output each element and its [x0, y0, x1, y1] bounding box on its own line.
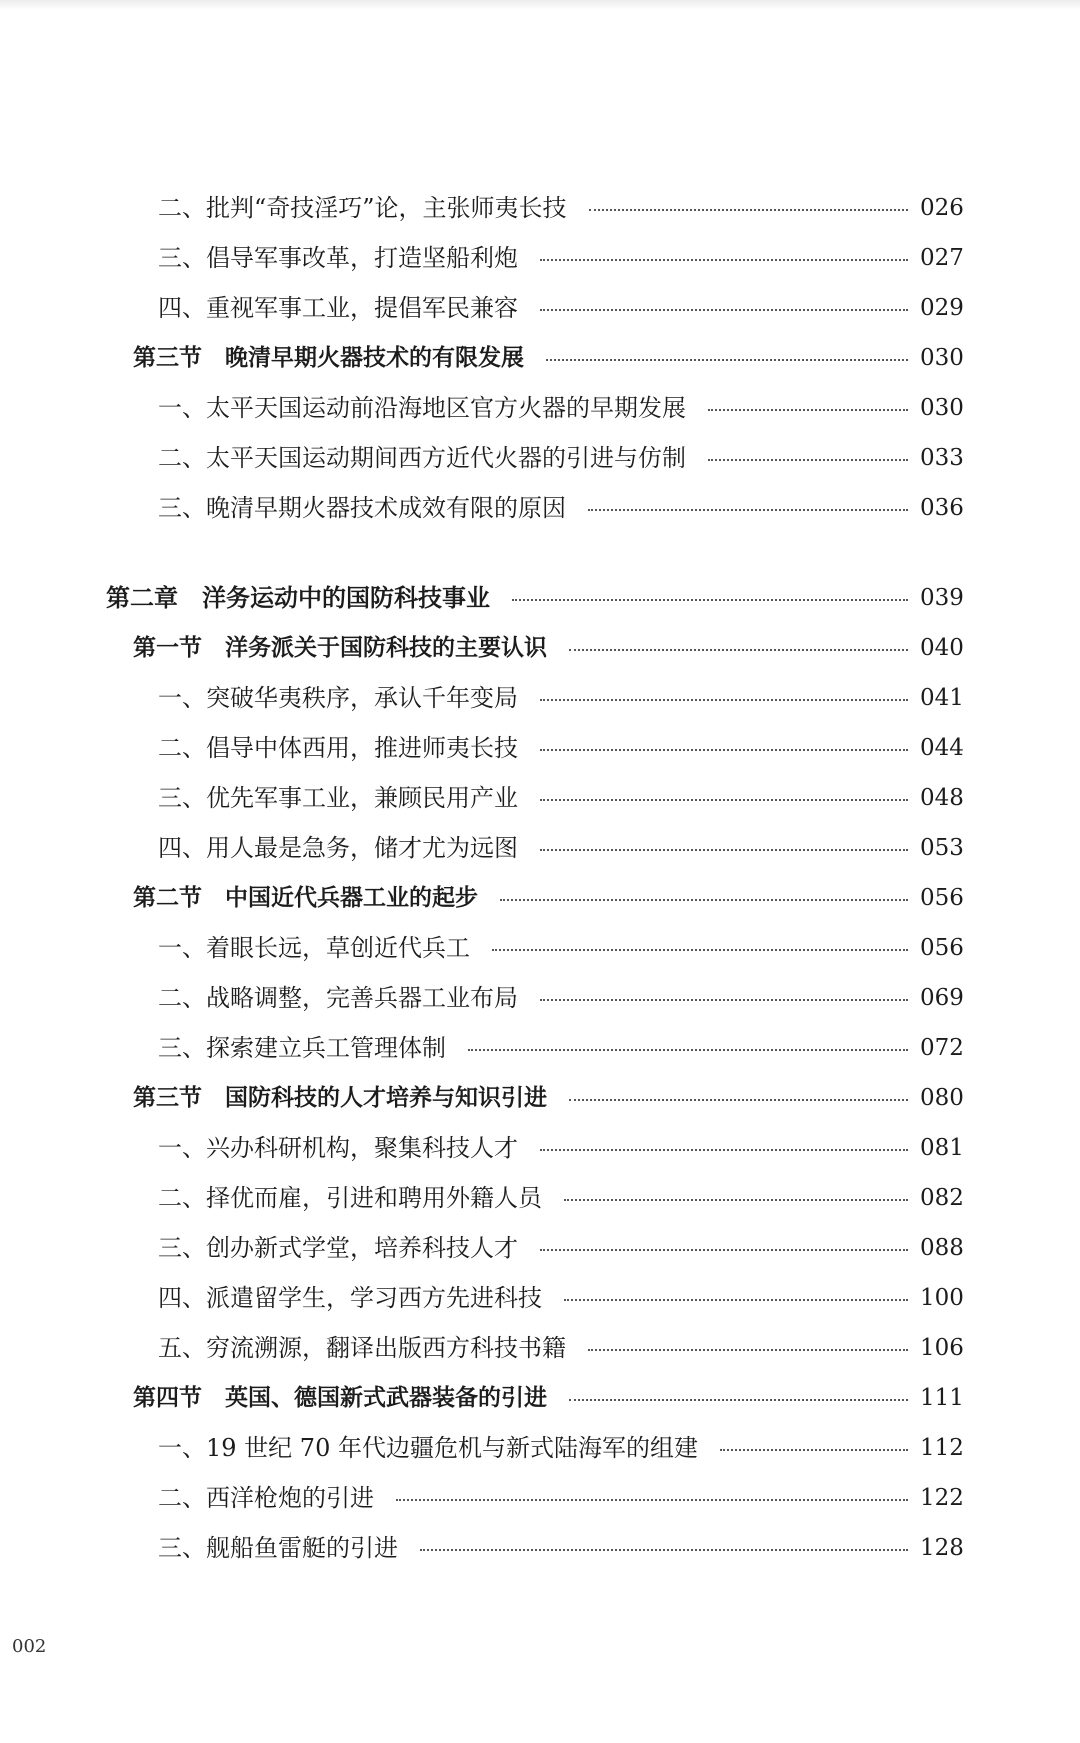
toc-entry-page: 111 — [920, 1385, 964, 1411]
toc-group-chapter-one-continued — [0, 183, 1080, 533]
toc-item-row — [0, 973, 1080, 1023]
toc-entry-page: 072 — [920, 1035, 964, 1061]
toc-item-row — [0, 433, 1080, 483]
toc-entry-page: 030 — [920, 345, 964, 371]
toc-entry-title: 第二章 洋务运动中的国防科技事业 — [106, 583, 490, 612]
toc-item-row — [0, 773, 1080, 823]
toc-entry-page: 082 — [920, 1185, 964, 1211]
dot-leader — [546, 359, 908, 361]
toc-section-row — [0, 1373, 1080, 1423]
toc-entry-title: 一、兴办科研机构，聚集科技人才 — [158, 1134, 518, 1162]
toc-entry-title: 四、重视军事工业，提倡军民兼容 — [158, 294, 518, 322]
dot-leader — [540, 259, 908, 261]
toc-entry-page: 080 — [920, 1085, 964, 1111]
toc-entry-title: 三、优先军事工业，兼顾民用产业 — [158, 784, 518, 812]
toc-entry-page: 106 — [920, 1335, 964, 1361]
toc-item-row — [0, 183, 1080, 233]
toc-entry-title: 二、战略调整，完善兵器工业布局 — [158, 984, 518, 1012]
toc-item-row — [0, 1223, 1080, 1273]
dot-leader — [564, 1199, 908, 1201]
toc-chapter-row — [0, 573, 1080, 623]
toc-entry-title: 二、西洋枪炮的引进 — [158, 1484, 374, 1512]
toc-entry-title: 四、用人最是急务，储才尤为远图 — [158, 834, 518, 862]
toc-item-row — [0, 823, 1080, 873]
toc-item-row — [0, 1523, 1080, 1573]
toc-entry-page: 069 — [920, 985, 964, 1011]
toc-entry-page: 040 — [920, 635, 964, 661]
toc-entry-page: 041 — [920, 685, 964, 711]
toc-entry-title: 二、倡导中体西用，推进师夷长技 — [158, 734, 518, 762]
toc-entry-page: 100 — [920, 1285, 964, 1311]
toc-entry-page: 122 — [920, 1485, 964, 1511]
toc-group-chapter-two — [0, 573, 1080, 1573]
toc-item-row — [0, 723, 1080, 773]
toc-entry-title: 一、19 世纪 70 年代边疆危机与新式陆海军的组建 — [158, 1434, 698, 1462]
toc-entry-page: 088 — [920, 1235, 964, 1261]
dot-leader — [420, 1549, 908, 1551]
dot-leader — [540, 999, 908, 1001]
toc-item-row — [0, 1123, 1080, 1173]
dot-leader — [569, 1099, 908, 1101]
toc-entry-page: 026 — [920, 195, 964, 221]
toc-entry-title: 第四节 英国、德国新式武器装备的引进 — [133, 1385, 547, 1411]
toc-item-row — [0, 483, 1080, 533]
dot-leader — [540, 1149, 908, 1151]
scan-edge — [0, 0, 1080, 10]
dot-leader — [540, 309, 908, 311]
dot-leader — [588, 509, 908, 511]
toc-item-row — [0, 1323, 1080, 1373]
toc-entry-title: 第三节 晚清早期火器技术的有限发展 — [133, 345, 524, 371]
dot-leader — [540, 699, 908, 701]
toc-entry-title: 第一节 洋务派关于国防科技的主要认识 — [133, 635, 547, 661]
toc-entry-page: 128 — [920, 1535, 964, 1561]
toc-entry-title: 四、派遣留学生，学习西方先进科技 — [158, 1284, 542, 1312]
toc-item-row — [0, 673, 1080, 723]
toc-entry-title: 三、探索建立兵工管理体制 — [158, 1034, 446, 1062]
dot-leader — [569, 649, 908, 651]
dot-leader — [588, 1349, 908, 1351]
toc-entry-title: 一、太平天国运动前沿海地区官方火器的早期发展 — [158, 394, 686, 422]
toc-entry-title: 五、穷流溯源，翻译出版西方科技书籍 — [158, 1334, 566, 1362]
toc-entry-title: 第二节 中国近代兵器工业的起步 — [133, 885, 478, 911]
toc-item-row — [0, 1423, 1080, 1473]
toc-entry-page: 029 — [920, 295, 964, 321]
toc-entry-title: 第三节 国防科技的人才培养与知识引进 — [133, 1085, 547, 1111]
toc-entry-page: 036 — [920, 495, 964, 521]
dot-leader — [540, 849, 908, 851]
toc-entry-title: 一、突破华夷秩序，承认千年变局 — [158, 684, 518, 712]
toc-item-row — [0, 1473, 1080, 1523]
toc-entry-page: 039 — [920, 585, 964, 611]
toc-entry-page: 033 — [920, 445, 964, 471]
dot-leader — [396, 1499, 908, 1501]
toc-entry-page: 056 — [920, 935, 964, 961]
toc-entry-title: 一、着眼长远，草创近代兵工 — [158, 934, 470, 962]
toc-item-row — [0, 233, 1080, 283]
dot-leader — [720, 1449, 908, 1451]
toc-section-row — [0, 333, 1080, 383]
chapter-gap — [0, 533, 1080, 573]
toc-entry-title: 二、太平天国运动期间西方近代火器的引进与仿制 — [158, 444, 686, 472]
toc-entry-page: 044 — [920, 735, 964, 761]
dot-leader — [569, 1399, 908, 1401]
toc-entry-title: 三、创办新式学堂，培养科技人才 — [158, 1234, 518, 1262]
dot-leader — [492, 949, 908, 951]
toc-item-row — [0, 1273, 1080, 1323]
toc-entry-title: 二、批判“奇技淫巧”论，主张师夷长技 — [158, 194, 567, 222]
toc-entry-page: 112 — [920, 1435, 964, 1461]
toc-entry-page: 081 — [920, 1135, 964, 1161]
toc-entry-title: 三、晚清早期火器技术成效有限的原因 — [158, 494, 566, 522]
toc-section-row — [0, 873, 1080, 923]
toc-entry-title: 二、择优而雇，引进和聘用外籍人员 — [158, 1184, 542, 1212]
page-number: 002 — [12, 1636, 47, 1657]
dot-leader — [708, 459, 908, 461]
toc-entry-title: 三、倡导军事改革，打造坚船利炮 — [158, 244, 518, 272]
toc-section-row — [0, 1073, 1080, 1123]
dot-leader — [468, 1049, 908, 1051]
toc-entry-title: 三、舰船鱼雷艇的引进 — [158, 1534, 398, 1562]
dot-leader — [500, 899, 908, 901]
toc-entry-page: 048 — [920, 785, 964, 811]
toc-item-row — [0, 1173, 1080, 1223]
toc-item-row — [0, 283, 1080, 333]
dot-leader — [512, 599, 908, 601]
toc-item-row — [0, 923, 1080, 973]
dot-leader — [540, 749, 908, 751]
toc-item-row — [0, 383, 1080, 433]
dot-leader — [589, 209, 908, 211]
table-of-contents — [0, 183, 1080, 1573]
toc-entry-page: 053 — [920, 835, 964, 861]
toc-section-row — [0, 623, 1080, 673]
toc-entry-page: 027 — [920, 245, 964, 271]
dot-leader — [564, 1299, 908, 1301]
dot-leader — [540, 1249, 908, 1251]
dot-leader — [708, 409, 908, 411]
toc-entry-page: 030 — [920, 395, 964, 421]
toc-entry-page: 056 — [920, 885, 964, 911]
toc-item-row — [0, 1023, 1080, 1073]
dot-leader — [540, 799, 908, 801]
